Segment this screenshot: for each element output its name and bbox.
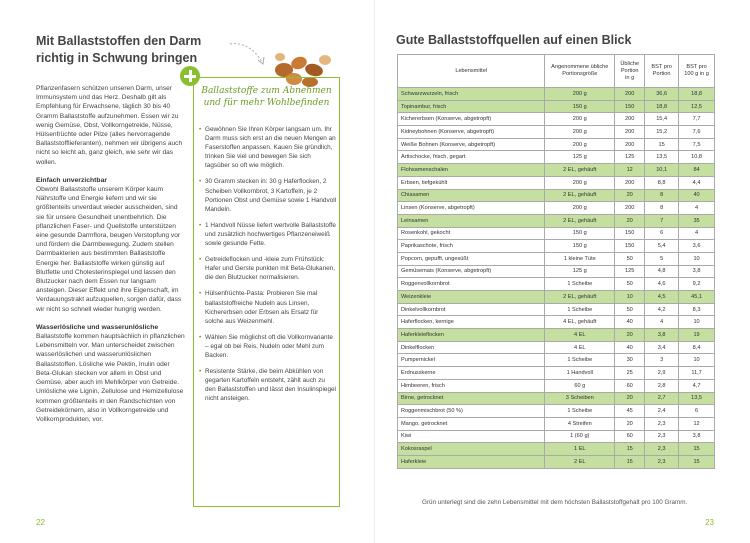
table-cell-food: Dinkelvollkornbrot <box>398 303 545 316</box>
table-cell-per100: 8,4 <box>679 341 715 354</box>
table-cell-per100: 45,1 <box>679 291 715 304</box>
table-cell-per-portion: 8 <box>645 189 679 202</box>
table-row <box>398 455 715 468</box>
table-cell-portion: 4 EL <box>545 341 615 354</box>
plus-icon <box>180 66 200 86</box>
list-item: • Getreideflocken und -kleie zum Frühstück: Hafer und Gerste punkten mit Beta-Glukanen, die den Blutzucker normalisieren. <box>199 255 337 282</box>
table-cell-grams: 20 <box>615 329 645 342</box>
table-cell-grams: 125 <box>615 265 645 278</box>
table-cell-food: Kichererbsen (Konserve, abgetropft) <box>398 113 545 126</box>
table-cell-per100: 4 <box>679 202 715 215</box>
table-cell-portion: 1 EL <box>545 443 615 456</box>
table-row <box>398 227 715 240</box>
table-cell-per100: 7,6 <box>679 126 715 139</box>
table-cell-per-portion: 36,6 <box>645 88 679 101</box>
table-cell-portion: 200 g <box>545 202 615 215</box>
table-cell-grams: 20 <box>615 417 645 430</box>
table-cell-food: Haferkleie <box>398 455 545 468</box>
page-title-left <box>36 33 236 67</box>
table-cell-food: Dinkelflocken <box>398 341 545 354</box>
table-cell-per-portion: 5,4 <box>645 240 679 253</box>
table-row <box>398 291 715 304</box>
table-row <box>398 189 715 202</box>
table-cell-grams: 12 <box>615 164 645 177</box>
table-cell-grams: 10 <box>615 291 645 304</box>
table-row <box>398 329 715 342</box>
table-cell-food: Artischocke, frisch, gegart <box>398 151 545 164</box>
table-cell-portion: 2 EL <box>545 455 615 468</box>
table-row <box>398 88 715 101</box>
table-cell-grams: 40 <box>615 316 645 329</box>
table-row <box>398 151 715 164</box>
table-cell-per-portion: 3,8 <box>645 329 679 342</box>
table-cell-food: Popcorn, gepufft, ungesüßt <box>398 252 545 265</box>
table-cell-portion: 150 g <box>545 100 615 113</box>
title-line-1: Mit Ballaststoffen den Darm <box>36 34 202 48</box>
left-body-text <box>36 84 186 433</box>
table-cell-grams: 150 <box>615 240 645 253</box>
table-cell-per-portion: 15 <box>645 138 679 151</box>
table-cell-food: Himbeeren, frisch <box>398 379 545 392</box>
table-row <box>398 316 715 329</box>
table-cell-food: Roggenvollkornbrot <box>398 278 545 291</box>
table-cell-per100: 15 <box>679 455 715 468</box>
table-cell-grams: 50 <box>615 303 645 316</box>
table-cell-grams: 20 <box>615 392 645 405</box>
table-cell-per-portion: 4,2 <box>645 303 679 316</box>
table-cell-per-portion: 2,9 <box>645 367 679 380</box>
table-cell-portion: 60 g <box>545 379 615 392</box>
list-item: • 1 Handvoll Nüsse liefert wertvolle Ballaststoffe und zusätzlich hochwertiges Pflanzeneiweiß sowie gesunde Fette. <box>199 221 337 248</box>
list-item: • 30 Gramm stecken in: 30 g Haferflocken, 2 Scheiben Vollkornbrot, 3 Kartoffeln, je 2 Portionen Obst und Gemüse sowie 1 Handvoll Mandeln. <box>199 177 337 213</box>
table-cell-per100: 12,5 <box>679 100 715 113</box>
curved-arrow-icon <box>228 40 268 70</box>
list-item: • Hülsenfrüchte-Pasta: Probieren Sie mal ballaststoffreiche Nudeln aus Linsen, Kichererbsen oder Erbsen als Ersatz für solche aus Weizenmehl. <box>199 289 337 325</box>
table-cell-grams: 200 <box>615 202 645 215</box>
table-cell-food: Haferflocken, kernige <box>398 316 545 329</box>
table-cell-per-portion: 8 <box>645 202 679 215</box>
column-header: Übliche Portion in g <box>615 55 645 88</box>
table-cell-grams: 50 <box>615 278 645 291</box>
table-cell-portion: 4 Streifen <box>545 417 615 430</box>
table-footnote: Grün unterlegt sind die zehn Lebensmittel mit dem höchsten Ballaststoffgehalt pro 100 Gramm. <box>422 499 688 506</box>
list-item: • Wählen Sie möglichst oft die Vollkornvariante – egal ob bei Reis, Nudeln oder Mehl zum Backen. <box>199 333 337 360</box>
table-cell-food: Flohsamenschalen <box>398 164 545 177</box>
table-cell-portion: 1 Scheibe <box>545 303 615 316</box>
table-cell-per100: 4,7 <box>679 379 715 392</box>
table-cell-grams: 200 <box>615 138 645 151</box>
table-cell-portion: 1 Scheibe <box>545 354 615 367</box>
table-body <box>398 88 715 469</box>
table-cell-grams: 20 <box>615 189 645 202</box>
table-cell-per-portion: 2,3 <box>645 430 679 443</box>
table-row <box>398 443 715 456</box>
table-cell-food: Rosenkohl, gekocht <box>398 227 545 240</box>
list-item: • Resistente Stärke, die beim Abkühlen von gegarten Kartoffeln entsteht, zählt auch zu den Ballaststoffen und lässt den Insulinspiegel nicht ansteigen. <box>199 367 337 403</box>
table-cell-per100: 13,5 <box>679 392 715 405</box>
table-row <box>398 214 715 227</box>
table-row <box>398 379 715 392</box>
table-cell-portion: 1 Scheibe <box>545 405 615 418</box>
table-cell-portion: 200 g <box>545 126 615 139</box>
table-row <box>398 100 715 113</box>
table-row <box>398 278 715 291</box>
table-row <box>398 252 715 265</box>
right-page <box>375 0 750 543</box>
table-cell-food: Birne, getrocknet <box>398 392 545 405</box>
table-cell-per-portion: 7 <box>645 214 679 227</box>
table-cell-grams: 150 <box>615 100 645 113</box>
table-cell-food: Paprikaschote, frisch <box>398 240 545 253</box>
table-cell-portion: 125 g <box>545 151 615 164</box>
table-cell-per100: 3,6 <box>679 240 715 253</box>
table-cell-portion: 125 g <box>545 265 615 278</box>
table-cell-per-portion: 6 <box>645 227 679 240</box>
table-cell-per-portion: 8,8 <box>645 176 679 189</box>
table-cell-per-portion: 2,8 <box>645 379 679 392</box>
table-row <box>398 341 715 354</box>
section2-paragraph: Ballaststoffe kommen hauptsächlich in pflanzlichen Lebensmitteln vor. Man unterscheidet zwischen wasserlöslichen und wasserunlöslichen Ballaststoffen. Lösliche wie Pektin, Inulin oder Beta-Glukan stecken vor allem in Obst und Gemüse, aber auch im Mehlkörper von Getreide. Unlösliche wie Lignin, Zellulose und Hemizellulose kommen größtenteils in den Randschichten von Getreidekörnern, also in Vollkorngetreide und Vollkornprodukten, vor. <box>36 333 185 423</box>
table-cell-grams: 30 <box>615 354 645 367</box>
table-cell-grams: 25 <box>615 367 645 380</box>
table-cell-food: Roggenmischbrot (50 %) <box>398 405 545 418</box>
table-row <box>398 405 715 418</box>
column-header: BST pro Portion <box>645 55 679 88</box>
title-line-2: richtig in Schwung bringen <box>36 51 198 65</box>
table-cell-food: Chiasamen <box>398 189 545 202</box>
page-number-left: 22 <box>36 518 45 527</box>
table-cell-per100: 18,8 <box>679 88 715 101</box>
table-cell-per100: 4 <box>679 227 715 240</box>
table-cell-grams: 200 <box>615 113 645 126</box>
table-cell-per100: 10,8 <box>679 151 715 164</box>
table-cell-per-portion: 2,7 <box>645 392 679 405</box>
table-cell-portion: 200 g <box>545 88 615 101</box>
table-cell-grams: 15 <box>615 455 645 468</box>
table-cell-portion: 2 EL, gehäuft <box>545 164 615 177</box>
table-header-row <box>398 55 715 88</box>
column-header: Angenommene übliche Portionsgröße <box>545 55 615 88</box>
table-cell-grams: 45 <box>615 405 645 418</box>
table-cell-per100: 84 <box>679 164 715 177</box>
table-row <box>398 113 715 126</box>
table-cell-food: Haferkleieflocken <box>398 329 545 342</box>
table-row <box>398 164 715 177</box>
table-cell-per100: 8,3 <box>679 303 715 316</box>
table-cell-food: Kidneybohnen (Konserve, abgetropft) <box>398 126 545 139</box>
table-cell-portion: 200 g <box>545 138 615 151</box>
table-cell-per100: 3,8 <box>679 430 715 443</box>
table-cell-portion: 200 g <box>545 176 615 189</box>
table-cell-per-portion: 18,8 <box>645 100 679 113</box>
table-cell-per100: 35 <box>679 214 715 227</box>
table-row <box>398 367 715 380</box>
column-header: BST pro 100 g in g <box>679 55 715 88</box>
table-row <box>398 265 715 278</box>
table-cell-portion: 150 g <box>545 227 615 240</box>
table-cell-per-portion: 4,5 <box>645 291 679 304</box>
table-cell-per100: 9,2 <box>679 278 715 291</box>
table-cell-per-portion: 4,6 <box>645 278 679 291</box>
table-cell-per-portion: 2,3 <box>645 443 679 456</box>
table-cell-per100: 15 <box>679 443 715 456</box>
tips-box-title: Ballaststoffe zum Abnehmen und für mehr Wohlbefinden <box>201 86 332 108</box>
table-cell-food: Kokosraspel <box>398 443 545 456</box>
table-cell-per-portion: 5 <box>645 252 679 265</box>
table-cell-food: Weizenkleie <box>398 291 545 304</box>
table-cell-grams: 125 <box>615 151 645 164</box>
table-cell-grams: 60 <box>615 379 645 392</box>
table-cell-per100: 4,4 <box>679 176 715 189</box>
section1-heading: Einfach unverzichtbar <box>36 176 108 184</box>
table-cell-portion: 2 EL, gehäuft <box>545 214 615 227</box>
table-cell-grams: 200 <box>615 88 645 101</box>
table-cell-portion: 1 Handvoll <box>545 367 615 380</box>
table-cell-portion: 1 kleine Tüte <box>545 252 615 265</box>
table-cell-grams: 50 <box>615 252 645 265</box>
table-cell-portion: 1 (60 g) <box>545 430 615 443</box>
table-cell-food: Erbsen, tiefgekühlt <box>398 176 545 189</box>
table-row <box>398 202 715 215</box>
table-cell-food: Weiße Bohnen (Konserve, abgetropft) <box>398 138 545 151</box>
table-cell-per100: 19 <box>679 329 715 342</box>
table-row <box>398 354 715 367</box>
table-cell-portion: 2 EL, gehäuft <box>545 189 615 202</box>
column-header: Lebensmittel <box>398 55 545 88</box>
table-cell-grams: 200 <box>615 126 645 139</box>
table-row <box>398 430 715 443</box>
table-row <box>398 176 715 189</box>
table-cell-per100: 11,7 <box>679 367 715 380</box>
table-cell-per-portion: 2,3 <box>645 417 679 430</box>
table-cell-per100: 7,5 <box>679 138 715 151</box>
table-cell-per100: 10 <box>679 316 715 329</box>
table-row <box>398 303 715 316</box>
table-cell-portion: 200 g <box>545 113 615 126</box>
table-cell-per100: 7,7 <box>679 113 715 126</box>
table-row <box>398 417 715 430</box>
table-cell-per100: 40 <box>679 189 715 202</box>
section1-paragraph: Obwohl Ballaststoffe unserem Körper kaum Nährstoffe und Energie liefern und wir sie größtenteils unverdaut wieder ausscheiden, sind sie für unsere Gesundheit unentbehrlich. Die pflanzlichen Faser- und Quellstoffe unterstützen eine gesunde Darmflora, beugen Verstopfung vor und fördern die Darmbewegung. Zudem stellen Darmbakterien aus bestimmten Ballaststoffe Energie her. Ballaststoffe wirken günstig auf Blutfette und Cholesterinspiegel und lassen den Blutzucker nach dem Essen nur langsam ansteigen. Dieser Effekt und ihre Eigenschaft, im Verdauungstrakt aufzuquellen, sorgen dafür, dass wir nicht so schnell wieder hungrig werden. <box>36 186 182 313</box>
section2-heading: Wasserlösliche und wasserunlösliche <box>36 323 159 331</box>
table-cell-grams: 60 <box>615 430 645 443</box>
list-item: • Gewöhnen Sie Ihren Körper langsam um. Ihr Darm muss sich erst an die neuen Mengen an Faserstoffen anpassen. Kauen Sie gründlich, trinken Sie viel und bewegen Sie sich tagsüber so oft wie möglich. <box>199 125 337 170</box>
table-cell-per100: 10 <box>679 252 715 265</box>
table-cell-portion: 150 g <box>545 240 615 253</box>
table-cell-per-portion: 15,4 <box>645 113 679 126</box>
table-cell-grams: 20 <box>615 214 645 227</box>
table-row <box>398 392 715 405</box>
table-cell-per-portion: 13,5 <box>645 151 679 164</box>
table-cell-portion: 4 EL, gehäuft <box>545 316 615 329</box>
table-cell-per100: 12 <box>679 417 715 430</box>
table-cell-per-portion: 10,1 <box>645 164 679 177</box>
table-cell-food: Topinambur, frisch <box>398 100 545 113</box>
table-row <box>398 240 715 253</box>
table-cell-per100: 6 <box>679 405 715 418</box>
table-cell-portion: 3 Scheiben <box>545 392 615 405</box>
tips-list <box>199 125 337 410</box>
table-cell-food: Pumpernickel <box>398 354 545 367</box>
page-title-right: Gute Ballaststoffquellen auf einen Blick <box>396 33 632 47</box>
table-cell-portion: 1 Scheibe <box>545 278 615 291</box>
table-row <box>398 138 715 151</box>
fiber-table <box>397 54 715 469</box>
intro-paragraph: Pflanzenfasern schützen unseren Darm, unser Immunsystem und das Herz. Deshalb gilt als Empfehlung für Erwachsene, täglich 30 bis 40 Gramm Ballaststoffe aufzunehmen. Essen wir zu wenig Gemüse, Obst, Vollkorngetreide, Nüsse, Hülsenfrüchte oder Pilze (alles hervorragende Ballaststofflieferanten), nehmen wir übrigens auch nicht so leicht ab, ganz gleich, wie sehr wir das wollen. <box>36 85 183 166</box>
table-cell-per-portion: 4,8 <box>645 265 679 278</box>
table-cell-grams: 150 <box>615 227 645 240</box>
table-cell-grams: 15 <box>615 443 645 456</box>
table-cell-per-portion: 15,2 <box>645 126 679 139</box>
table-row <box>398 126 715 139</box>
table-cell-food: Erdnusskerne <box>398 367 545 380</box>
table-cell-grams: 40 <box>615 341 645 354</box>
table-cell-per100: 3,8 <box>679 265 715 278</box>
table-cell-food: Leinsamen <box>398 214 545 227</box>
table-cell-per-portion: 3,4 <box>645 341 679 354</box>
table-cell-food: Mango, getrocknet <box>398 417 545 430</box>
table-cell-per-portion: 2,4 <box>645 405 679 418</box>
table-cell-food: Kiwi <box>398 430 545 443</box>
table-cell-grams: 200 <box>615 176 645 189</box>
table-cell-food: Gemüsemais (Konserve, abgetropft) <box>398 265 545 278</box>
table-cell-per-portion: 4 <box>645 316 679 329</box>
table-cell-per-portion: 3 <box>645 354 679 367</box>
table-cell-food: Linsen (Konserve, abgetropft) <box>398 202 545 215</box>
page-number-right: 23 <box>705 518 714 527</box>
table-cell-per-portion: 2,3 <box>645 455 679 468</box>
table-cell-portion: 2 EL, gehäuft <box>545 291 615 304</box>
table-cell-portion: 4 EL <box>545 329 615 342</box>
table-cell-per100: 10 <box>679 354 715 367</box>
table-cell-food: Schwarzwurzeln, frisch <box>398 88 545 101</box>
